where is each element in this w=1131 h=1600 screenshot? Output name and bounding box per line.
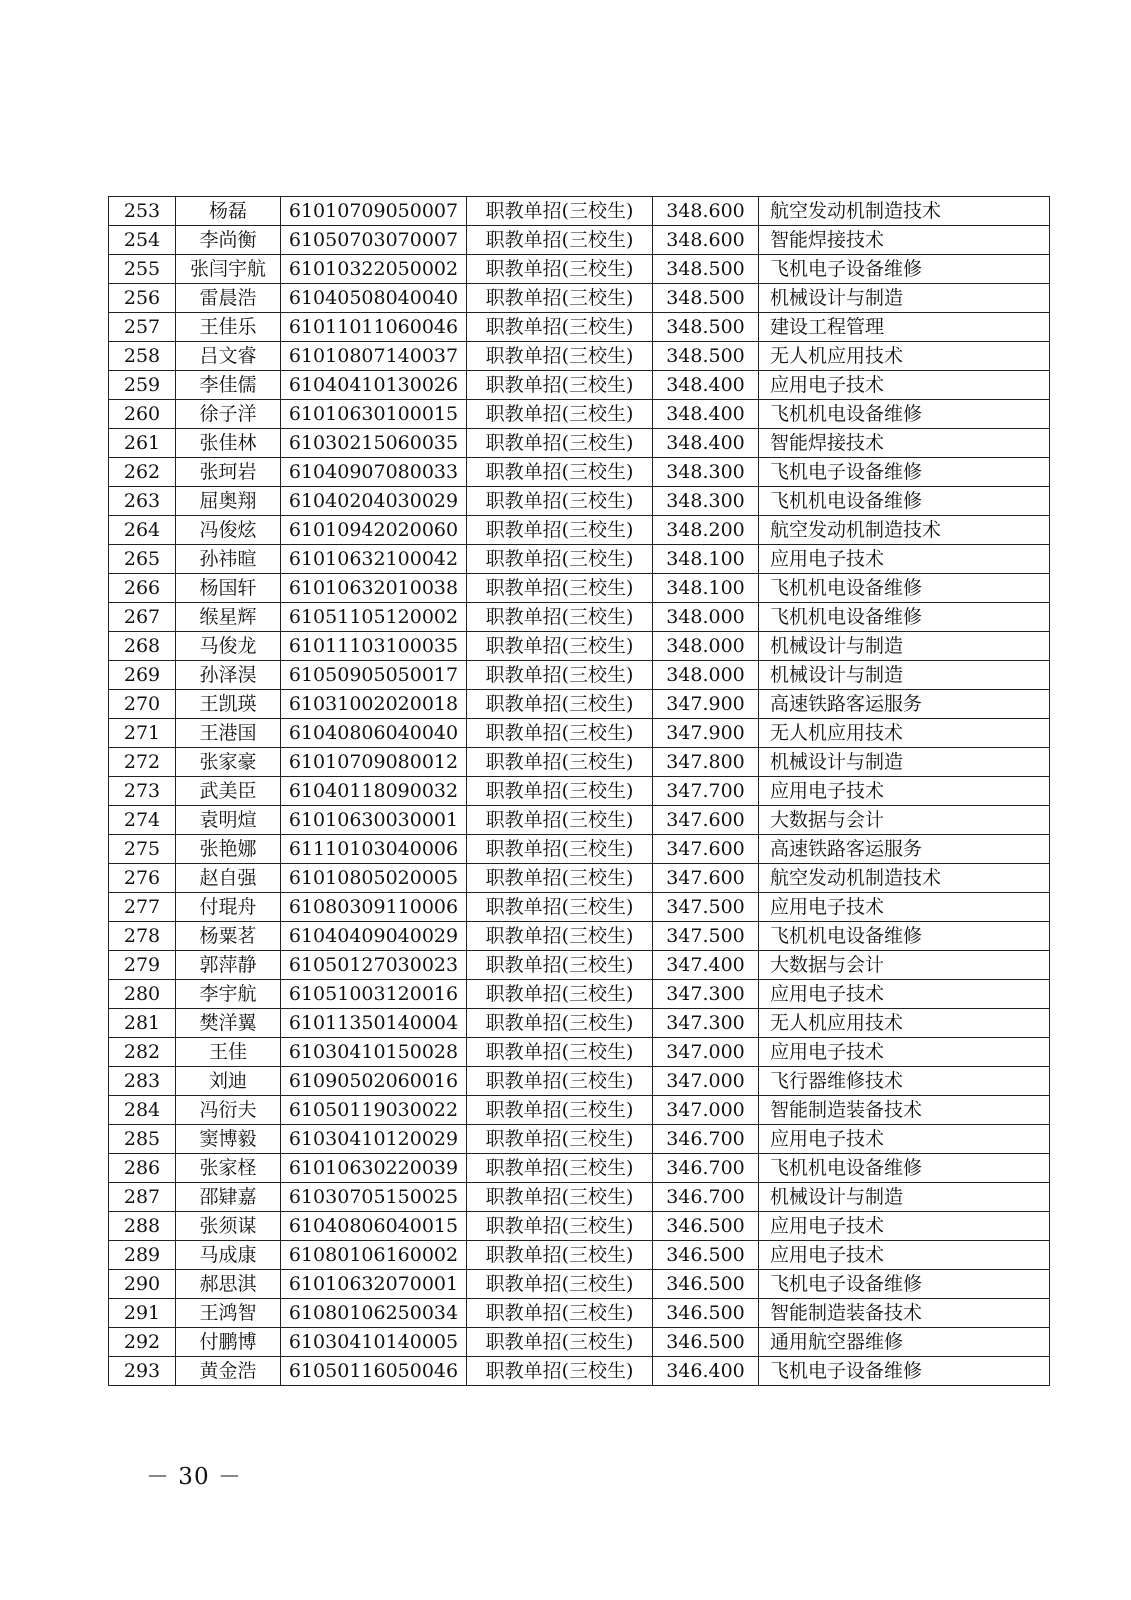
exam-id-cell: 61051003120016 [281,980,467,1009]
table-row [109,777,1050,806]
row-number-cell: 289 [109,1241,176,1270]
exam-id-cell: 61051105120002 [281,603,467,632]
exam-id-cell: 61050116050046 [281,1357,467,1386]
score-cell: 348.300 [653,458,759,487]
student-name-cell: 付鹏博 [176,1328,281,1357]
admission-type-cell: 职教单招(三校生) [467,1009,653,1038]
student-name-cell: 赵自强 [176,864,281,893]
major-cell: 航空发动机制造技术 [759,864,1050,893]
table-row [109,1067,1050,1096]
score-cell: 347.600 [653,835,759,864]
score-cell: 348.000 [653,632,759,661]
major-cell: 应用电子技术 [759,893,1050,922]
score-cell: 347.500 [653,922,759,951]
table-row [109,1241,1050,1270]
score-cell: 348.000 [653,661,759,690]
score-cell: 348.500 [653,284,759,313]
student-name-cell: 刘迪 [176,1067,281,1096]
score-cell: 346.700 [653,1154,759,1183]
score-cell: 348.000 [653,603,759,632]
row-number-cell: 257 [109,313,176,342]
major-cell: 飞机电子设备维修 [759,458,1050,487]
student-name-cell: 王凯瑛 [176,690,281,719]
major-cell: 高速铁路客运服务 [759,835,1050,864]
table-row [109,1125,1050,1154]
student-name-cell: 李宇航 [176,980,281,1009]
major-cell: 大数据与会计 [759,806,1050,835]
exam-id-cell: 61040508040040 [281,284,467,313]
table-row [109,951,1050,980]
student-name-cell: 袁明煊 [176,806,281,835]
score-cell: 346.500 [653,1299,759,1328]
major-cell: 应用电子技术 [759,545,1050,574]
major-cell: 机械设计与制造 [759,661,1050,690]
admission-type-cell: 职教单招(三校生) [467,313,653,342]
admission-type-cell: 职教单招(三校生) [467,255,653,284]
admission-type-cell: 职教单招(三校生) [467,835,653,864]
major-cell: 应用电子技术 [759,1212,1050,1241]
major-cell: 飞机机电设备维修 [759,603,1050,632]
row-number-cell: 285 [109,1125,176,1154]
student-name-cell: 冯衍夫 [176,1096,281,1125]
student-name-cell: 雷晨浩 [176,284,281,313]
student-name-cell: 王佳 [176,1038,281,1067]
score-cell: 347.400 [653,951,759,980]
score-cell: 346.500 [653,1328,759,1357]
row-number-cell: 284 [109,1096,176,1125]
exam-id-cell: 61030410150028 [281,1038,467,1067]
row-number-cell: 269 [109,661,176,690]
student-name-cell: 郝思淇 [176,1270,281,1299]
exam-id-cell: 61010807140037 [281,342,467,371]
student-name-cell: 冯俊炫 [176,516,281,545]
student-name-cell: 张闫宇航 [176,255,281,284]
table-row [109,429,1050,458]
table-row [109,284,1050,313]
student-name-cell: 吕文睿 [176,342,281,371]
exam-id-cell: 61010632100042 [281,545,467,574]
exam-id-cell: 61010630220039 [281,1154,467,1183]
score-cell: 346.500 [653,1212,759,1241]
row-number-cell: 270 [109,690,176,719]
table-row [109,1270,1050,1299]
student-name-cell: 王佳乐 [176,313,281,342]
exam-id-cell: 61030410140005 [281,1328,467,1357]
admission-type-cell: 职教单招(三校生) [467,1241,653,1270]
major-cell: 机械设计与制造 [759,748,1050,777]
row-number-cell: 267 [109,603,176,632]
student-name-cell: 张家柽 [176,1154,281,1183]
student-name-cell: 张佳林 [176,429,281,458]
table-row [109,864,1050,893]
table-row [109,748,1050,777]
major-cell: 大数据与会计 [759,951,1050,980]
score-cell: 346.500 [653,1241,759,1270]
row-number-cell: 263 [109,487,176,516]
table-body [109,197,1050,1386]
major-cell: 应用电子技术 [759,1038,1050,1067]
exam-id-cell: 61011103100035 [281,632,467,661]
table-row [109,545,1050,574]
row-number-cell: 279 [109,951,176,980]
admission-type-cell: 职教单招(三校生) [467,603,653,632]
major-cell: 智能焊接技术 [759,429,1050,458]
admission-type-cell: 职教单招(三校生) [467,458,653,487]
admission-type-cell: 职教单招(三校生) [467,661,653,690]
admission-type-cell: 职教单招(三校生) [467,951,653,980]
row-number-cell: 290 [109,1270,176,1299]
exam-id-cell: 61040806040040 [281,719,467,748]
score-cell: 346.500 [653,1270,759,1299]
score-cell: 348.400 [653,429,759,458]
student-name-cell: 孙祎暄 [176,545,281,574]
score-cell: 347.600 [653,806,759,835]
exam-id-cell: 61010805020005 [281,864,467,893]
student-name-cell: 杨国轩 [176,574,281,603]
student-name-cell: 孙泽淏 [176,661,281,690]
score-cell: 348.600 [653,197,759,226]
row-number-cell: 273 [109,777,176,806]
admission-type-cell: 职教单招(三校生) [467,1038,653,1067]
score-cell: 347.300 [653,1009,759,1038]
table-row [109,197,1050,226]
row-number-cell: 281 [109,1009,176,1038]
admission-type-cell: 职教单招(三校生) [467,719,653,748]
major-cell: 机械设计与制造 [759,1183,1050,1212]
score-cell: 348.100 [653,545,759,574]
admission-type-cell: 职教单招(三校生) [467,516,653,545]
admission-results-table [108,196,1050,1386]
student-name-cell: 徐子洋 [176,400,281,429]
admission-type-cell: 职教单招(三校生) [467,197,653,226]
exam-id-cell: 61040410130026 [281,371,467,400]
exam-id-cell: 61030215060035 [281,429,467,458]
exam-id-cell: 61011350140004 [281,1009,467,1038]
admission-type-cell: 职教单招(三校生) [467,980,653,1009]
exam-id-cell: 61040409040029 [281,922,467,951]
row-number-cell: 271 [109,719,176,748]
admission-type-cell: 职教单招(三校生) [467,1270,653,1299]
table-row [109,574,1050,603]
exam-id-cell: 61040204030029 [281,487,467,516]
major-cell: 飞机机电设备维修 [759,487,1050,516]
major-cell: 无人机应用技术 [759,719,1050,748]
exam-id-cell: 61030410120029 [281,1125,467,1154]
exam-id-cell: 61050119030022 [281,1096,467,1125]
major-cell: 智能焊接技术 [759,226,1050,255]
student-name-cell: 邵肄嘉 [176,1183,281,1212]
admission-type-cell: 职教单招(三校生) [467,487,653,516]
exam-id-cell: 61050905050017 [281,661,467,690]
admission-type-cell: 职教单招(三校生) [467,806,653,835]
exam-id-cell: 61040907080033 [281,458,467,487]
table-row [109,632,1050,661]
student-name-cell: 杨粟茗 [176,922,281,951]
row-number-cell: 261 [109,429,176,458]
row-number-cell: 264 [109,516,176,545]
major-cell: 无人机应用技术 [759,342,1050,371]
major-cell: 飞机电子设备维修 [759,1270,1050,1299]
row-number-cell: 266 [109,574,176,603]
admission-type-cell: 职教单招(三校生) [467,690,653,719]
major-cell: 智能制造装备技术 [759,1299,1050,1328]
exam-id-cell: 61040118090032 [281,777,467,806]
table-row [109,690,1050,719]
major-cell: 应用电子技术 [759,1125,1050,1154]
major-cell: 飞机机电设备维修 [759,1154,1050,1183]
score-cell: 348.100 [653,574,759,603]
admission-type-cell: 职教单招(三校生) [467,1096,653,1125]
table-row [109,922,1050,951]
row-number-cell: 262 [109,458,176,487]
major-cell: 智能制造装备技术 [759,1096,1050,1125]
table-row [109,806,1050,835]
admission-type-cell: 职教单招(三校生) [467,371,653,400]
student-name-cell: 王港国 [176,719,281,748]
major-cell: 飞机机电设备维修 [759,400,1050,429]
score-cell: 347.000 [653,1067,759,1096]
row-number-cell: 253 [109,197,176,226]
row-number-cell: 260 [109,400,176,429]
row-number-cell: 258 [109,342,176,371]
admission-type-cell: 职教单招(三校生) [467,893,653,922]
student-name-cell: 樊洋翼 [176,1009,281,1038]
score-cell: 347.000 [653,1038,759,1067]
student-name-cell: 王鸿智 [176,1299,281,1328]
table-row [109,1212,1050,1241]
admission-type-cell: 职教单招(三校生) [467,400,653,429]
page-number: － 30 － [146,1464,242,1490]
score-cell: 347.800 [653,748,759,777]
student-name-cell: 武美臣 [176,777,281,806]
exam-id-cell: 61010632010038 [281,574,467,603]
row-number-cell: 276 [109,864,176,893]
admission-type-cell: 职教单招(三校生) [467,342,653,371]
exam-id-cell: 61030705150025 [281,1183,467,1212]
score-cell: 348.500 [653,313,759,342]
major-cell: 建设工程管理 [759,313,1050,342]
exam-id-cell: 61010630030001 [281,806,467,835]
major-cell: 飞机机电设备维修 [759,922,1050,951]
exam-id-cell: 61050127030023 [281,951,467,980]
admission-type-cell: 职教单招(三校生) [467,284,653,313]
row-number-cell: 255 [109,255,176,284]
score-cell: 347.600 [653,864,759,893]
table-row [109,719,1050,748]
row-number-cell: 277 [109,893,176,922]
row-number-cell: 283 [109,1067,176,1096]
major-cell: 机械设计与制造 [759,284,1050,313]
row-number-cell: 293 [109,1357,176,1386]
major-cell: 应用电子技术 [759,371,1050,400]
exam-id-cell: 61050703070007 [281,226,467,255]
admission-type-cell: 职教单招(三校生) [467,632,653,661]
table-row [109,1009,1050,1038]
student-name-cell: 李佳儒 [176,371,281,400]
major-cell: 飞机电子设备维修 [759,255,1050,284]
admission-type-cell: 职教单招(三校生) [467,1357,653,1386]
row-number-cell: 259 [109,371,176,400]
admission-type-cell: 职教单招(三校生) [467,226,653,255]
table-row [109,661,1050,690]
student-name-cell: 张艳娜 [176,835,281,864]
table-row [109,980,1050,1009]
exam-id-cell: 61040806040015 [281,1212,467,1241]
major-cell: 飞行器维修技术 [759,1067,1050,1096]
table-row [109,1299,1050,1328]
table-row [109,1328,1050,1357]
student-name-cell: 黄金浩 [176,1357,281,1386]
student-name-cell: 付琨舟 [176,893,281,922]
admission-type-cell: 职教单招(三校生) [467,545,653,574]
table-row [109,371,1050,400]
score-cell: 348.300 [653,487,759,516]
table-row [109,487,1050,516]
score-cell: 348.500 [653,255,759,284]
table-row [109,516,1050,545]
student-name-cell: 张珂岩 [176,458,281,487]
table-row [109,1183,1050,1212]
exam-id-cell: 61031002020018 [281,690,467,719]
row-number-cell: 268 [109,632,176,661]
row-number-cell: 275 [109,835,176,864]
major-cell: 飞机机电设备维修 [759,574,1050,603]
student-name-cell: 杨磊 [176,197,281,226]
row-number-cell: 280 [109,980,176,1009]
student-name-cell: 郭萍静 [176,951,281,980]
major-cell: 航空发动机制造技术 [759,516,1050,545]
major-cell: 航空发动机制造技术 [759,197,1050,226]
row-number-cell: 282 [109,1038,176,1067]
score-cell: 348.400 [653,400,759,429]
exam-id-cell: 61080106160002 [281,1241,467,1270]
row-number-cell: 292 [109,1328,176,1357]
admission-type-cell: 职教单招(三校生) [467,1299,653,1328]
exam-id-cell: 61010942020060 [281,516,467,545]
score-cell: 347.500 [653,893,759,922]
student-name-cell: 缑星辉 [176,603,281,632]
admission-type-cell: 职教单招(三校生) [467,1154,653,1183]
exam-id-cell: 61011011060046 [281,313,467,342]
table-row [109,1154,1050,1183]
score-cell: 347.700 [653,777,759,806]
exam-id-cell: 61010632070001 [281,1270,467,1299]
table-row [109,400,1050,429]
major-cell: 机械设计与制造 [759,632,1050,661]
admission-type-cell: 职教单招(三校生) [467,1183,653,1212]
score-cell: 348.200 [653,516,759,545]
table-row [109,603,1050,632]
table-row [109,458,1050,487]
table-row [109,893,1050,922]
student-name-cell: 张须谋 [176,1212,281,1241]
score-cell: 346.700 [653,1183,759,1212]
score-cell: 347.900 [653,719,759,748]
major-cell: 应用电子技术 [759,980,1050,1009]
row-number-cell: 287 [109,1183,176,1212]
table-row [109,835,1050,864]
score-cell: 348.500 [653,342,759,371]
student-name-cell: 窦博毅 [176,1125,281,1154]
admission-type-cell: 职教单招(三校生) [467,748,653,777]
admission-type-cell: 职教单招(三校生) [467,429,653,458]
exam-id-cell: 61110103040006 [281,835,467,864]
exam-id-cell: 61080106250034 [281,1299,467,1328]
row-number-cell: 272 [109,748,176,777]
admission-type-cell: 职教单招(三校生) [467,864,653,893]
major-cell: 通用航空器维修 [759,1328,1050,1357]
table-row [109,1038,1050,1067]
student-name-cell: 马成康 [176,1241,281,1270]
exam-id-cell: 61010709050007 [281,197,467,226]
major-cell: 无人机应用技术 [759,1009,1050,1038]
major-cell: 高速铁路客运服务 [759,690,1050,719]
admission-type-cell: 职教单招(三校生) [467,1212,653,1241]
major-cell: 应用电子技术 [759,777,1050,806]
table-row [109,342,1050,371]
admission-type-cell: 职教单招(三校生) [467,574,653,603]
exam-id-cell: 61010322050002 [281,255,467,284]
score-cell: 346.700 [653,1125,759,1154]
row-number-cell: 265 [109,545,176,574]
table-row [109,313,1050,342]
exam-id-cell: 61010630100015 [281,400,467,429]
student-name-cell: 屈奥翔 [176,487,281,516]
score-cell: 347.900 [653,690,759,719]
student-name-cell: 李尚衡 [176,226,281,255]
table-row [109,255,1050,284]
table-row [109,1357,1050,1386]
admission-type-cell: 职教单招(三校生) [467,922,653,951]
score-cell: 347.000 [653,1096,759,1125]
admission-type-cell: 职教单招(三校生) [467,1328,653,1357]
exam-id-cell: 61080309110006 [281,893,467,922]
row-number-cell: 256 [109,284,176,313]
student-name-cell: 张家豪 [176,748,281,777]
row-number-cell: 291 [109,1299,176,1328]
row-number-cell: 254 [109,226,176,255]
exam-id-cell: 61010709080012 [281,748,467,777]
major-cell: 应用电子技术 [759,1241,1050,1270]
admission-type-cell: 职教单招(三校生) [467,1067,653,1096]
major-cell: 飞机电子设备维修 [759,1357,1050,1386]
row-number-cell: 278 [109,922,176,951]
table-row [109,226,1050,255]
table-row [109,1096,1050,1125]
row-number-cell: 286 [109,1154,176,1183]
admission-type-cell: 职教单招(三校生) [467,1125,653,1154]
score-cell: 348.400 [653,371,759,400]
score-cell: 347.300 [653,980,759,1009]
row-number-cell: 288 [109,1212,176,1241]
exam-id-cell: 61090502060016 [281,1067,467,1096]
score-cell: 346.400 [653,1357,759,1386]
student-name-cell: 马俊龙 [176,632,281,661]
admission-type-cell: 职教单招(三校生) [467,777,653,806]
score-cell: 348.600 [653,226,759,255]
row-number-cell: 274 [109,806,176,835]
